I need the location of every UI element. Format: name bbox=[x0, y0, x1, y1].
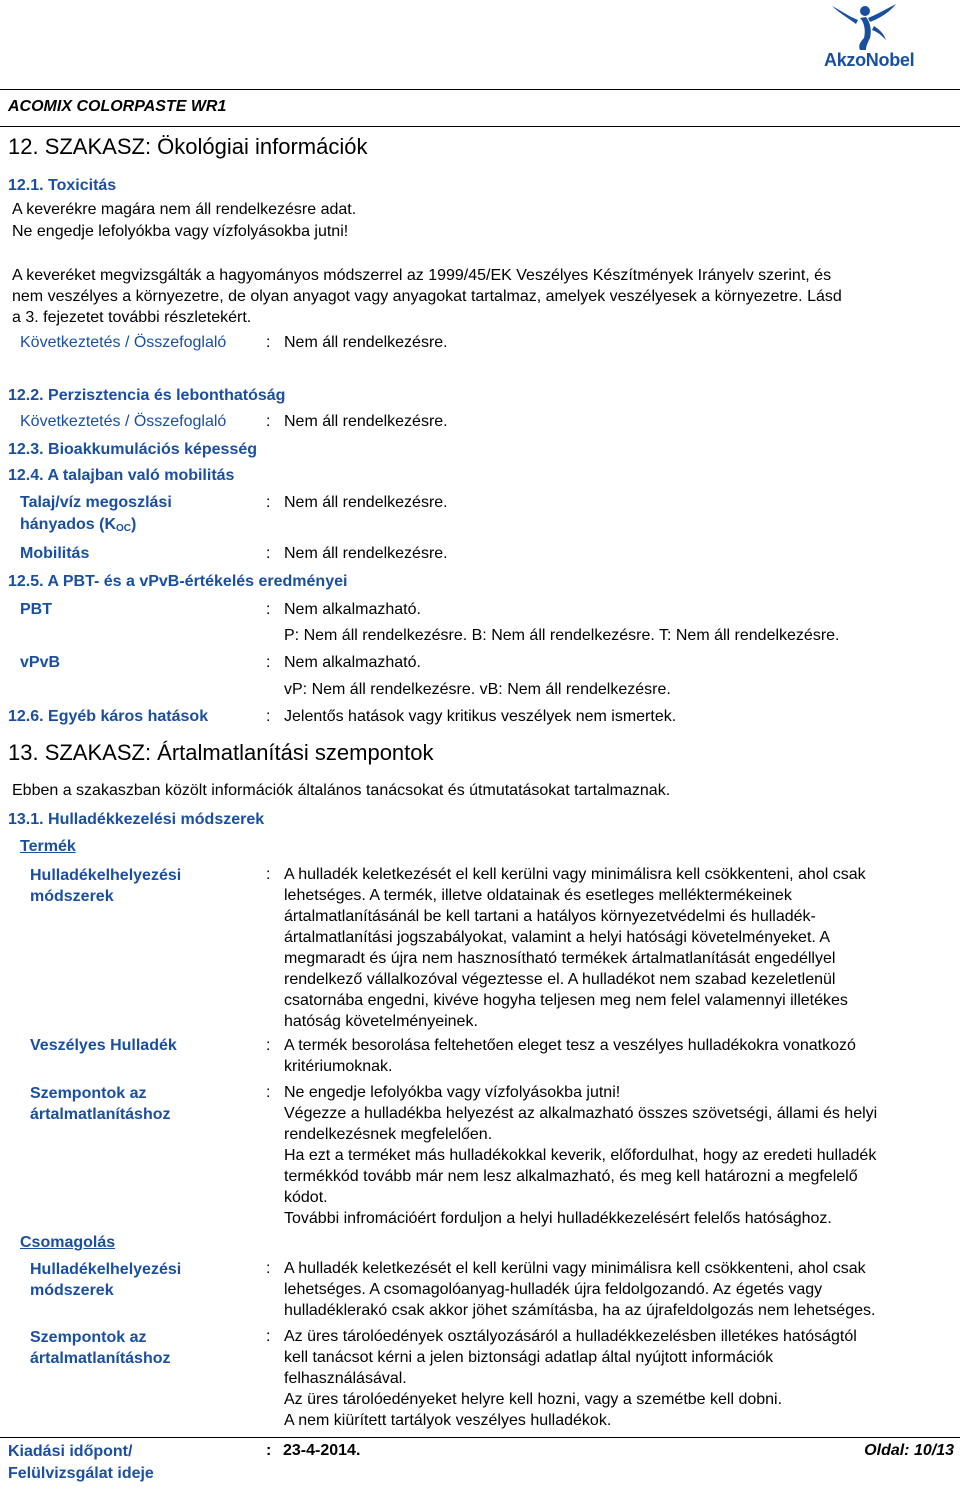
packaging-disposal-label bbox=[30, 1259, 181, 1301]
colon: : bbox=[266, 601, 271, 618]
persistence-conclusion-label: Következtetés / Összefoglaló bbox=[20, 413, 227, 430]
text-line: A nem kiürített tartályok veszélyes hulladékok. bbox=[284, 1412, 612, 1429]
text-line: ártalmatlanításánál be kell tartani a hatályos környezetvédelmi és hulladék- bbox=[284, 908, 816, 925]
label-line: Hulladékelhelyezési bbox=[30, 1261, 182, 1278]
pbt-value: Nem alkalmazható. bbox=[284, 601, 421, 618]
text-line: lehetséges. A termék, illetve oldatainak és esetleges melléktermékeinek bbox=[284, 887, 792, 904]
colon: : bbox=[266, 413, 271, 430]
toxicity-paragraph-line: nem veszélyes a környezetre, de olyan anyagot vagy anyagokat tartalmaz, amelyek veszélyesek a környezetre. Lásd bbox=[12, 288, 842, 305]
section-12-title: 12. SZAKASZ: Ökológiai információk bbox=[8, 134, 368, 159]
text-line: ártalmatlanítási jogszabályokat, valamint a helyi hatósági követelményeket. A bbox=[284, 929, 831, 946]
text-line: csatornába engedni, kivéve hogyha teljesen meg nem felel valamennyi illetékes bbox=[284, 992, 848, 1009]
text-line: Az üres tárolóedények osztályozásáról a hulladékkezelésben illetékes hatóságtól bbox=[284, 1328, 857, 1345]
koc-label-close: ) bbox=[131, 516, 137, 533]
disposal-considerations-text bbox=[284, 1082, 944, 1229]
colon: : bbox=[266, 654, 271, 671]
text-line: rendelkezésnek megfelelően. bbox=[284, 1126, 493, 1143]
packaging-considerations-label bbox=[30, 1327, 170, 1369]
colon: : bbox=[266, 334, 271, 351]
disposal-methods-label bbox=[30, 865, 181, 907]
koc-value: Nem áll rendelkezésre. bbox=[284, 494, 448, 511]
koc-subscript: OC bbox=[116, 523, 132, 534]
label-line: módszerek bbox=[30, 1282, 114, 1299]
label-line: Felülvizsgálat ideje bbox=[8, 1465, 154, 1482]
label-line: Szempontok az bbox=[30, 1085, 147, 1102]
koc-label-line-1: Talaj/víz megoszlási bbox=[20, 494, 172, 511]
packaging-disposal-text bbox=[284, 1258, 944, 1321]
label-line: Hulladékelhelyezési bbox=[30, 867, 182, 884]
disposal-considerations-label bbox=[30, 1083, 170, 1125]
colon: : bbox=[266, 1328, 271, 1345]
koc-label-line-2 bbox=[20, 515, 136, 539]
toxicity-heading: 12.1. Toxicitás bbox=[8, 177, 117, 194]
toxicity-line-1: A keverékre magára nem áll rendelkezésre adat. bbox=[12, 201, 357, 218]
colon: : bbox=[266, 494, 271, 511]
packaging-subheading: Csomagolás bbox=[20, 1234, 116, 1251]
label-line: Szempontok az bbox=[30, 1329, 147, 1346]
packaging-considerations-text bbox=[284, 1326, 944, 1431]
koc-label-text: hányados (K bbox=[20, 516, 117, 533]
text-line: A hulladék keletkezését el kell kerülni vagy minimálisra kell csökkenteni, ahol csak bbox=[284, 1260, 866, 1277]
logo-figure-icon bbox=[818, 4, 956, 52]
colon: : bbox=[266, 545, 271, 562]
label-line: ártalmatlanításhoz bbox=[30, 1350, 171, 1367]
label-line: ártalmatlanításhoz bbox=[30, 1106, 171, 1123]
text-line: Végezze a hulladékba helyezést az alkalmazható összes szövetségi, állami és helyi bbox=[284, 1105, 878, 1122]
product-subheading: Termék bbox=[20, 838, 76, 855]
vpvb-detail: vP: Nem áll rendelkezésre. vB: Nem áll rendelkezésre. bbox=[284, 681, 671, 698]
hazardous-waste-label: Veszélyes Hulladék bbox=[30, 1037, 177, 1054]
pbt-detail: P: Nem áll rendelkezésre. B: Nem áll rendelkezésre. T: Nem áll rendelkezésre. bbox=[284, 627, 840, 644]
toxicity-conclusion-label: Következtetés / Összefoglaló bbox=[20, 334, 227, 351]
mobility-label: Mobilitás bbox=[20, 545, 90, 562]
toxicity-line-2: Ne engedje lefolyókba vagy vízfolyásokba jutni! bbox=[12, 223, 349, 240]
text-line: A termék besorolása feltehetően eleget tesz a veszélyes hulladékokra vonatkozó bbox=[284, 1037, 856, 1054]
footer-page-number: Oldal: 10/13 bbox=[864, 1442, 954, 1459]
persistence-conclusion-value: Nem áll rendelkezésre. bbox=[284, 413, 448, 430]
waste-methods-heading: 13.1. Hulladékkezelési módszerek bbox=[8, 811, 265, 828]
colon: : bbox=[266, 1442, 272, 1459]
text-line: termékkód tovább már nem lesz alkalmazható, és meg kell határozni a megfelelő bbox=[284, 1168, 858, 1185]
text-line: hulladéklerakó csak akkor jöhet számításba, ha az újrafeldolgozás nem lehetséges. bbox=[284, 1302, 876, 1319]
text-line: Ha ezt a terméket más hulladékokkal keverik, előfordulhat, hogy az eredeti hulladék bbox=[284, 1147, 877, 1164]
colon: : bbox=[266, 708, 271, 725]
disposal-methods-text bbox=[284, 864, 944, 1032]
pbt-label: PBT bbox=[20, 601, 52, 618]
colon: : bbox=[266, 1084, 271, 1101]
section-13-title: 13. SZAKASZ: Ártalmatlanítási szempontok bbox=[8, 740, 434, 765]
footer-issue-date: 23-4-2014. bbox=[283, 1442, 361, 1459]
colon: : bbox=[266, 1260, 271, 1277]
colon: : bbox=[266, 866, 271, 883]
toxicity-conclusion-value: Nem áll rendelkezésre. bbox=[284, 334, 448, 351]
text-line: felhasználásával. bbox=[284, 1370, 407, 1387]
hazardous-waste-text bbox=[284, 1035, 944, 1077]
pbt-heading: 12.5. A PBT- és a vPvB-értékelés eredményei bbox=[8, 573, 348, 590]
colon: : bbox=[266, 1037, 271, 1054]
text-line: Az üres tárolóedényeket helyre kell hozni, vagy a szemétbe kell dobni. bbox=[284, 1391, 783, 1408]
toxicity-paragraph bbox=[12, 265, 952, 328]
text-line: rendelkező vállalkozóval végeztesse el. A hulladékot nem szabad kezeletlenül bbox=[284, 971, 836, 988]
label-line: módszerek bbox=[30, 888, 114, 905]
logo-text: AkzoNobel bbox=[824, 50, 915, 70]
text-line: kritériumoknak. bbox=[284, 1058, 393, 1075]
text-line: A hulladék keletkezését el kell kerülni vagy minimálisra kell csökkenteni, ahol csak bbox=[284, 866, 866, 883]
footer-divider bbox=[0, 1437, 960, 1438]
persistence-heading: 12.2. Perzisztencia és lebonthatóság bbox=[8, 387, 286, 404]
product-name: ACOMIX COLORPASTE WR1 bbox=[8, 98, 227, 115]
vpvb-value: Nem alkalmazható. bbox=[284, 654, 421, 671]
label-line: Kiadási időpont/ bbox=[8, 1443, 133, 1460]
mobility-value: Nem áll rendelkezésre. bbox=[284, 545, 448, 562]
text-line: kódot. bbox=[284, 1189, 328, 1206]
text-line: hatóság követelményeinek. bbox=[284, 1013, 478, 1030]
akzonobel-logo bbox=[818, 4, 956, 70]
vpvb-label: vPvB bbox=[20, 654, 61, 671]
text-line: Ne engedje lefolyókba vagy vízfolyásokba jutni! bbox=[284, 1084, 621, 1101]
footer-issue-date-label bbox=[8, 1441, 154, 1485]
text-line: További infromációért forduljon a helyi hulladékkezelésért felelős hatósághoz. bbox=[284, 1210, 832, 1227]
other-effects-heading: 12.6. Egyéb káros hatások bbox=[8, 708, 209, 725]
text-line: kell tanácsot kérni a jelen biztonsági adatlap által nyújtott információk bbox=[284, 1349, 774, 1366]
toxicity-paragraph-line: a 3. fejezetet további részletekért. bbox=[12, 309, 252, 326]
text-line: megmaradt és újra nem hasznosítható termékek ártalmatlanítását engedéllyel bbox=[284, 950, 836, 967]
toxicity-paragraph-line: A keveréket megvizsgálták a hagyományos módszerrel az 1999/45/EK Veszélyes Készítmények Irányelv szerint, és bbox=[12, 267, 832, 284]
text-line: lehetséges. A csomagolóanyag-hulladék újra feldolgozandó. Az égetés vagy bbox=[284, 1281, 823, 1298]
section-13-intro: Ebben a szakaszban közölt információk általános tanácsokat és útmutatásokat tartalmaznak. bbox=[12, 782, 671, 799]
mobility-heading: 12.4. A talajban való mobilitás bbox=[8, 467, 235, 484]
bioaccumulation-heading: 12.3. Bioakkumulációs képesség bbox=[8, 441, 258, 458]
other-effects-value: Jelentős hatások vagy kritikus veszélyek nem ismertek. bbox=[284, 708, 677, 725]
product-header bbox=[0, 89, 960, 127]
